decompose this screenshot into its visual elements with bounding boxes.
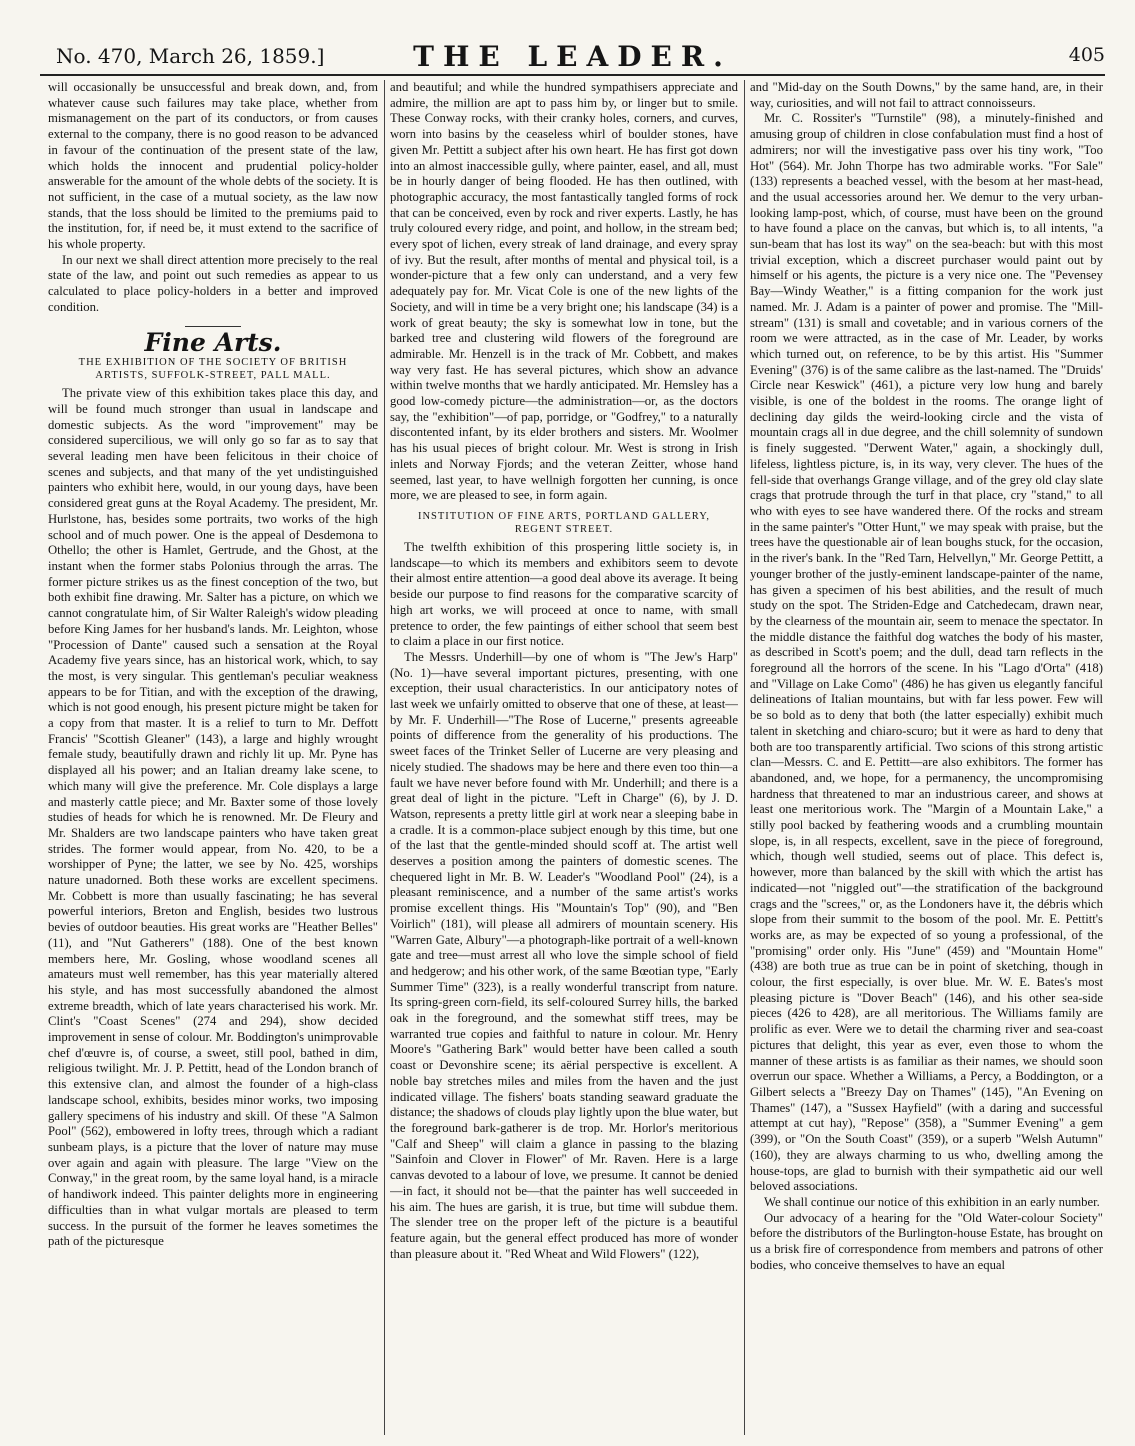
page-number: 405 (1068, 44, 1105, 66)
newspaper-title: THE LEADER. (413, 40, 732, 73)
section-heading-fine-arts: Fine Arts. (144, 327, 282, 357)
column-1 (48, 80, 378, 1435)
issue-date: No. 470, March 26, 1859.] (56, 44, 325, 68)
paragraph: Mr. C. Rossiter's "Turnstile" (98), a minutely-finished and amusing group of children in close confabulation must find a host of admirers; nor will the investigative pass over his tiny work, "Too Hot" (564). Mr. John Thorpe has two admirable works. "For Sale" (133) represents a beached vessel, with the besom at her mast-head, and the usual accessories around her. We demur to the very urban-looking lamp-post, which, of course, must have been on the ground to have found a place on the canvas, but which is, to all intents, "a sun-beam that has lost its way" on the sea-beach: but with this most trivial exception, which a discreet purchaser would paint out by himself or his agents, the picture is a very nice one. The "Pevensey Bay—Windy Weather," is a fitting companion for the work just named. Mr. J. Adam is a painter of power and promise. The "Mill-stream" (131) is small and covetable; and in various corners of the room we were attracted, as in the case of Mr. Leader, by works which turned out, on reference, to be by this artist. His "Summer Evening" (376) is of the same calibre as the last-named. The "Druids' Circle near Keswick" (461), a picture very low hung and barely visible, is one of the boldest in the rooms. The orange light of declining day gilds the weird-looking circle and the vista of mountain crags all in due degree, and the chill solemnity of sundown is finely suggested. "Derwent Water," again, a shockingly dull, lifeless, lightless picture, is, in its way, very clever. The hues of the fell-side that overhangs Grange village, and of the grey old clay slate crags that protrude through the turf in that place, cry "stand," to all who with eyes to see have wandered there. Of the rocks and stream in the same painter's "Otter Hunt," we may speak with praise, but the trees have the questionable air of lean boughs stuck, for the occasion, in the river's bank. In the "Red Tarn, Helvellyn," Mr. George Pettitt, a younger brother of the justly-eminent landscape-painter of the name, has given a specimen of his best abilities, and the result of much study on the spot. The Striden-Edge and Catchedecam, drawn near, by the clearness of the mountain air, seem to menace the spectator. In the middle distance the faithful dog watches the body of his master, as described in Scott's poem; and the dull, dead tarn reflects in the foreground all the horrors of the scene. In his "Lago d'Orta" (418) and "Village on Lake Como" (486) he has given us elegantly fanciful delineations of Italian mountains, but with far less power. Few will be so bold as to deny that both (the latter especially) exhibit much talent in sketching and chiaro-scuro; but it were as hard to deny that both are too transparently artificial. Two scions of this strong artistic clan—Messrs. C. and E. Pettitt—are also exhibitors. The former has abandoned, and, we hope, for a permanency, the uncompromising hardness that threatened to mar an industrious career, and shows at least one meritorious work. The "Margin of a Mountain Lake," a stilly pool backed by feathering woods and a crumbling mountain slope, is, in all respects, excellent, save in the piece of foreground, which, though well studied, seems out of place. This defect is, however, more than balanced by the skill with which the artist has indicated—not "niggled out"—the stratification of the background crags and the "screes," or, as the Londoners have it, the débris which slope from their summit to the bosom of the pool. Mr. E. Pettitt's works are, as may be expected of so young a professional, of the "promising" order only. His "June" (459) and "Mountain Home" (438) are both true as true can be in point of sketching, though in colour, the first especially, is over blue. Mr. W. E. Bates's most pleasing picture is "Dover Beach" (146), and his other sea-side pieces (426 to 428), are all meritorious. The Williams family are prolific as ever. Were we to detail the charming river and sea-coast pictures that delight, this year as ever, even those to whom the manner of these artists is as familiar as their names, we should soon overrun our space. Whether a Williams, a Percy, a Boddington, or a Gilbert selects a "Breezy Day on Thames" (145), "An Evening on Thames" (147), a "Sussex Hayfield" (with a daring and successful attempt at cut hay), "Repose" (358), a "Summer Evening" a gem (399), or "On the South Coast" (359), or a superb "Welsh Autumn" (160), they are always charming to us who, dwelling among the house-tops, are glad to burnish with their sympathetic aid our well beloved associations. (750, 111, 1103, 1194)
column-2 (390, 80, 738, 1435)
paragraph: and "Mid-day on the South Downs," by the same hand, are, in their way, curiosities, and will not fail to attract connoisseurs. (750, 80, 1103, 110)
article-subheading: INSTITUTION OF FINE ARTS, PORTLAND GALLERY, REGENT STREET. (417, 510, 711, 535)
paragraph: The Messrs. Underhill—by one of whom is "The Jew's Harp" (No. 1)—have several important pictures, presenting, with one exception, their usual characteristics. In our anticipatory notes of last week we unfairly omitted to observe that one of these, at least—by Mr. F. Underhill—"The Rose of Lucerne," presents agreeable points of difference from the generality of his productions. The sweet faces of the Trinket Seller of Lucerne are very pleasing and nicely studied. The shadows may be here and there even too thin—a fault we have never before found with Mr. Underhill; and there is a great deal of light in the picture. "Left in Charge" (6), by J. D. Watson, represents a pretty little girl at work near a sleeping babe in a cradle. It is a common-place subject enough by this time, but one of the last that the gentle-minded should scoff at. The artist well deserves a position among the painters of domestic scenes. The chequered light in Mr. B. W. Leader's "Woodland Pool" (24), is a pleasant reminiscence, and a number of the same artist's works promise excellent things. His "Mountain's Top" (90), and "Ben Voirlich" (181), will please all admirers of mountain scenery. His "Warren Gate, Albury"—a photograph-like portrait of a well-known gate and tree—must arrest all who love the simple school of field and hedgerow; and his other work, of the same Bœotian type, "Early Summer Time" (323), is a really wonderful transcript from nature. Its spring-green corn-field, its self-coloured Surrey hills, the barked oak in the foreground, and the somewhat stiff trees, may be warranted true copies and faithful to nature in colour. Mr. Henry Moore's "Gathering Bark" would better have been called a south coast or Devonshire scene; its aërial perspective is excellent. A noble bay stretches miles and miles from the haven and the just indicated village. The fishers' boats standing seaward graduate the distance; the shadows of clouds play lightly upon the blue water, but the foreground bark-gatherer is de trop. Mr. Horlor's meritorious "Calf and Sheep" will claim a glance in passing to the blazing "Sainfoin and Clover in Flower" of Mr. Raven. Here is a large canvas devoted to a labour of love, we presume. It cannot be denied—in fact, it should not be—that the painter has well succeeded in his aim. The hues are garish, it is true, but time will subdue them. The slender tree on the proper left of the picture is a beautiful feature again, but the general effect produced has more of wonder than pleasure about it. "Red Wheat and Wild Flowers" (122), (390, 649, 738, 1261)
masthead (40, 40, 1105, 76)
paragraph: will occasionally be unsuccessful and break down, and, from whatever cause such failures may take place, whether from mismanagement on the part of its conductors, or from causes external to the company, there is no good reason to be advanced in favour of the continuation of the present state of the law, which holds the innocent and prudential policy-holder answerable for the amount of the whole debts of the society. It is not sufficient, in the case of a mutual society, as the law now stands, that the loss should be limited to the premiums paid to the institution, for, if need be, it must extend to the sacrifice of his whole property. (48, 80, 378, 252)
paragraph: We shall continue our notice of this exhibition in an early number. (764, 1194, 1100, 1209)
column-rule (384, 80, 385, 1435)
paragraph: and beautiful; and while the hundred sympathisers appreciate and admire, the million are apt to pass him by, or linger but to smile. These Conway rocks, with their cranky holes, corners, and curves, worn into basins by the ceaseless whirl of boulder stones, have given Mr. Pettitt a subject after his own heart. He has first got down into an almost inaccessible gully, where painter, easel, and all, must be in hourly danger of being flooded. He has then outlined, with photographic accuracy, the most fantastically tangled forms of rock that can be conceived, even by rock and river experts. Lastly, he has truly coloured every ridge, and point, and hollow, in the stream bed; every spot of lichen, every streak of land drainage, and every spray of ivy. But the result, after months of mental and physical toil, is a wonder-picture that a few only can understand, and a very few adequately pay for. Mr. Vicat Cole is one of the new lights of the Society, and will in time be a very bright one; his landscape (34) is a work of great beauty; the sky is somewhat low in tone, but the barked tree and clustering wild flowers of the foreground are admirable. Mr. Henzell is in the track of Mr. Cobbett, and makes way very fast. He has several pictures, which show an advance within twelve months that we hardly anticipated. Mr. Hemsley has a good low-comedy picture—the administration—or, as the doctors say, the "exhibition"—of pap, porridge, or "Godfrey," to a naturally discontented infant, by its elder brothers and sisters. Mr. Woolmer has his usual pieces of bright colour. Mr. West is strong in Irish inlets and Norway Fjords; and the veteran Zeitter, whose hand seemed, last year, to have wellnigh forgotten her cunning, is once more, we are pleased to see, in form again. (390, 80, 738, 503)
paragraph: In our next we shall direct attention more precisely to the real state of the law, and point out such remedies as appear to us calculated to place policy-holders in a better and improved condition. (48, 252, 378, 314)
paragraph: The private view of this exhibition takes place this day, and will be found much stronger than usual in landscape and domestic subjects. As the word "improvement" may be considered supercilious, we will only go so far as to say that several leading men have been felicitous in their choice of scenes and subjects, and that many of the yet undistinguished painters who exhibit here, would, in our young days, have been considered great guns at the Royal Academy. The president, Mr. Hurlstone, has, besides some portraits, two works of the high school and of much power. One is the appeal of Desdemona to Othello; the other is Hamlet, Gertrude, and the Ghost, at the instant when the former stabs Polonius through the arras. The former picture strikes us as the finest conception of the two, but both exhibit fine drawing. Mr. Salter has a picture, on which we cannot congratulate him, of Sir Walter Raleigh's widow pleading before King James for her husband's lands. Mr. Leighton, whose "Procession of Dante" caused such a sensation at the Royal Academy five years since, has an historical work, which, to say the most, is very singular. This gentleman's peculiar weakness appears to be for Titian, and with the exception of the drawing, which is not good enough, his present picture might be taken for a copy from that master. It is a relief to turn to Mr. Deffott Francis' "Scottish Gleaner" (143), a large and highly wrought female study, beautifully drawn and richly lit up. Mr. Pyne has displayed all his power; and an Italian dreamy lake scene, to which many will give the preference. Mr. Cole displays a large and masterly cattle piece; and Mr. Baxter some of those lovely studies of heads for which he is renowned. Mr. De Fleury and Mr. Shalders are two landscape painters who have taken great strides. The former would appear, from No. 420, to be a worshipper of Pyne; the latter, we see by No. 425, worships nature unadorned. Both these works are excellent specimens. Mr. Cobbett is more than usually fascinating; he has several powerful interiors, Breton and English, besides two lustrous bevies of outdoor beauties. His great works are "Heather Belles" (11), and "Nut Gatherers" (188). One of the best known members here, Mr. Gosling, whose woodland scenes all amateurs must well remember, has this year materially altered his style, and has most successfully abandoned the almost extreme breadth, which of late years characterised his work. Mr. Clint's "Coast Scenes" (274 and 294), show decided improvement in sense of colour. Mr. Boddington's unimprovable chef d'œuvre is, of course, a sweet, still pool, bathed in dim, religious twilight. Mr. J. P. Pettitt, head of the London branch of this extensive clan, and almost the founder of a high-class landscape school, exhibits, besides minor works, two imposing gallery specimens of his industry and skill. Of these "A Salmon Pool" (562), embowered in lofty trees, through which a radiant sunbeam plays, is a picture that the lover of nature may muse over again and again with pleasure. The large "View on the Conway," in the great room, by the same loyal hand, is a miracle of handiwork indeed. This painter delights more in engineering difficulties than in what vulgar mortals are pleased to term success. In the pursuit of the former he leaves sometimes the path of the picturesque (48, 386, 378, 1249)
article-columns (48, 80, 1103, 1435)
paragraph: Our advocacy of a hearing for the "Old Water-colour Society" before the distributors of the Burlington-house Estate, has brought on us a brisk fire of correspondence from members and patrons of other bodies, who conceive themselves to have an equal (750, 1210, 1103, 1272)
column-3 (750, 80, 1103, 1435)
paragraph: The twelfth exhibition of this prospering little society is, in landscape—to which its members and exhibitors seem to devote their almost entire attention—a good deal above its average. It being beside our purpose to find reasons for the comparative scarcity of high art works, we will proceed at once to name, with small pretence to order, the few paintings of either school that seem best to claim a place in our first notice. (390, 539, 738, 649)
section-divider (185, 326, 241, 327)
article-subheading: THE EXHIBITION OF THE SOCIETY OF BRITISH ARTISTS, SUFFOLK-STREET, PALL MALL. (78, 357, 348, 382)
column-rule (744, 80, 745, 1435)
